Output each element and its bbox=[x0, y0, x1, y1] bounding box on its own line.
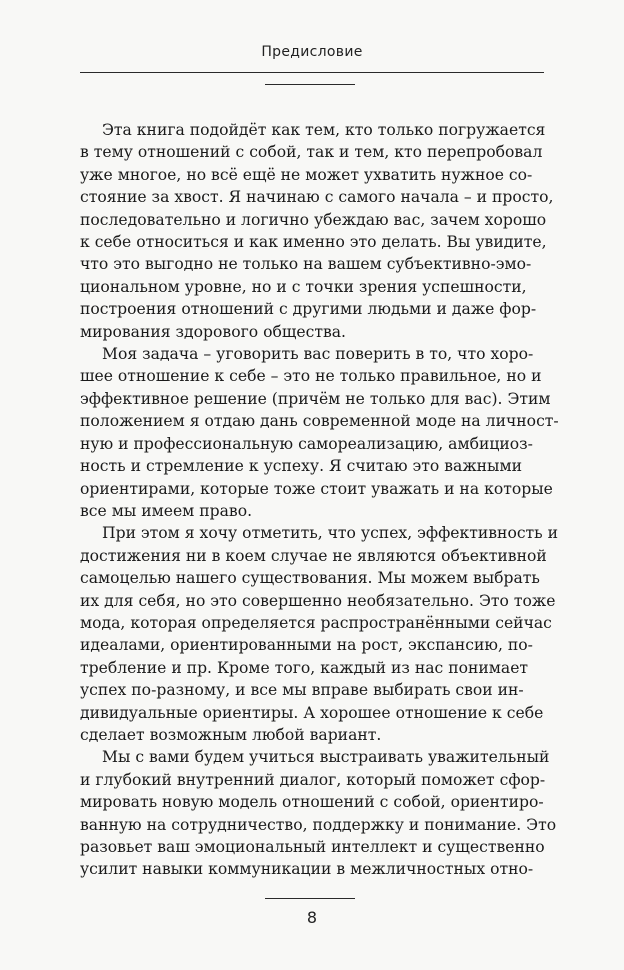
text-line: ванную на сотрудничество, поддержку и понимание. Это bbox=[80, 815, 557, 834]
text-line: Моя задача – уговорить вас поверить в то, что хоро- bbox=[102, 345, 534, 364]
text-line: эффективное решение (причём не только для вас). Этим bbox=[80, 389, 551, 408]
header-rule bbox=[80, 72, 544, 73]
text-line: требление и пр. Кроме того, каждый из нас понимает bbox=[80, 658, 529, 677]
text-line: и глубокий внутренний диалог, который поможет сфор- bbox=[80, 770, 546, 789]
text-line: При этом я хочу отметить, что успех, эффективность и bbox=[102, 524, 559, 543]
text-line: дивидуальные ориентиры. А хорошее отношение к себе bbox=[80, 703, 544, 722]
text-line: успех по-разному, и все мы вправе выбирать свои ин- bbox=[80, 681, 524, 700]
text-line: что это выгодно не только на вашем субъективно-эмо- bbox=[80, 255, 532, 274]
text-line: последовательно и логично убеждаю вас, зачем хорошо bbox=[80, 210, 547, 229]
text-line: достижения ни в коем случае не являются объективной bbox=[80, 546, 547, 565]
text-line: идеалами, ориентированными на рост, экспансию, по- bbox=[80, 636, 533, 655]
paragraph bbox=[80, 343, 559, 522]
footer-rule bbox=[265, 898, 355, 899]
text-line: мировать новую модель отношений с собой, ориентиро- bbox=[80, 793, 544, 812]
paragraph bbox=[80, 522, 559, 746]
running-header: Предисловие bbox=[261, 44, 363, 60]
text-line: ориентирами, которые тоже стоит уважать и на которые bbox=[80, 479, 553, 498]
page-number: 8 bbox=[306, 908, 318, 927]
text-line: ность и стремление к успеху. Я считаю это важными bbox=[80, 457, 522, 476]
text-line: положением я отдаю дань современной моде на личност- bbox=[80, 412, 559, 431]
text-line: разовьет ваш эмоциональный интеллект и существенно bbox=[80, 838, 545, 856]
text-line: циональном уровне, но и с точки зрения успешности, bbox=[80, 277, 527, 296]
text-line: Эта книга подойдёт как тем, кто только погружается bbox=[102, 121, 546, 139]
text-line: ную и профессиональную самореализацию, амбициоз- bbox=[80, 434, 533, 453]
text-line: уже многое, но всё ещё не может ухватить нужное со- bbox=[80, 165, 533, 184]
text-line: сделает возможным любой вариант. bbox=[80, 725, 382, 744]
text-line: самоцелью нашего существования. Мы можем выбрать bbox=[80, 569, 540, 588]
text-line: их для себя, но это совершенно необязательно. Это тоже bbox=[80, 591, 556, 610]
text-line: стояние за хвост. Я начинаю с самого начала – и просто, bbox=[80, 188, 554, 207]
header-short-rule bbox=[265, 84, 355, 85]
text-line: шее отношение к себе – это не только правильное, но и bbox=[80, 367, 542, 386]
text-line: мирования здорового общества. bbox=[80, 322, 346, 341]
body-text bbox=[80, 119, 559, 881]
text-line: все мы имеем право. bbox=[80, 501, 253, 520]
text-line: усилит навыки коммуникации в межличностных отно- bbox=[80, 860, 534, 879]
text-line: к себе относиться и как именно это делать. Вы увидите, bbox=[80, 233, 547, 252]
text-line: Мы с вами будем учиться выстраивать уважительный bbox=[102, 748, 550, 767]
paragraph bbox=[80, 746, 557, 880]
text-line: построения отношений с другими людьми и даже фор- bbox=[80, 300, 537, 319]
text-line: в тему отношений с собой, так и тем, кто перепробовал bbox=[80, 143, 543, 162]
paragraph bbox=[80, 119, 554, 343]
text-line: мода, которая определяется распространёнными сейчас bbox=[80, 613, 552, 632]
